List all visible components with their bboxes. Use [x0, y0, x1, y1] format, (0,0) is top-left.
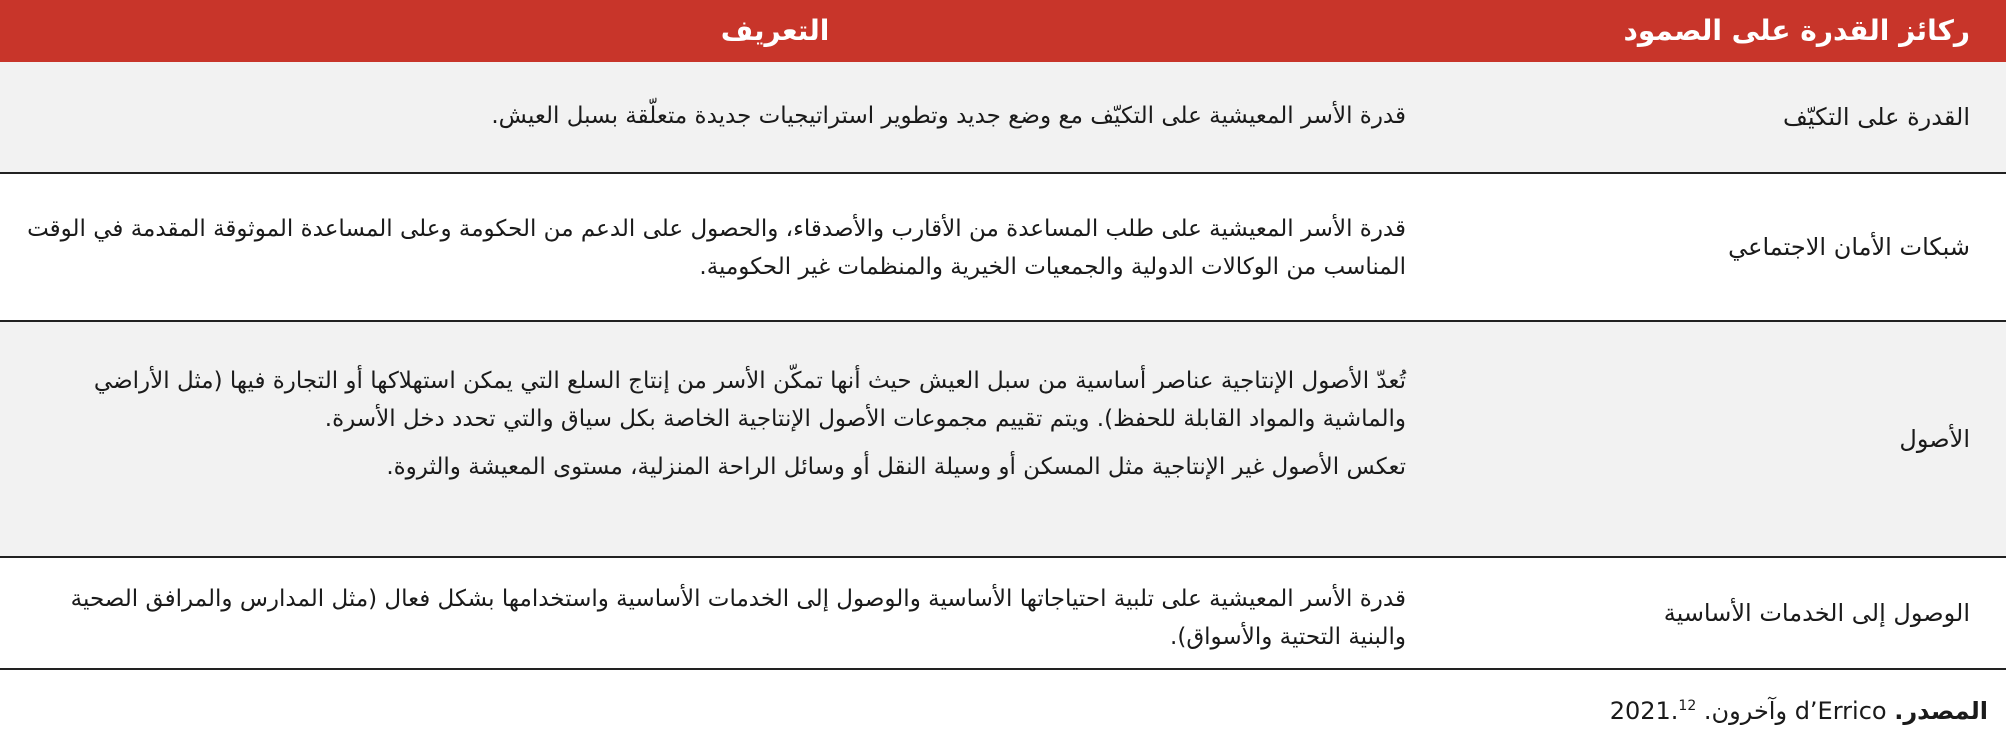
- pillar-cell: الأصول: [1899, 425, 1970, 453]
- source-note: [1610, 697, 1988, 725]
- definition-cell: [26, 580, 1406, 656]
- header-definition: التعريف: [720, 14, 830, 47]
- source-text: d’Errico وآخرون. 2021.: [1609, 697, 1887, 725]
- footnote-marker: 12: [1678, 698, 1697, 714]
- table-row: [0, 174, 2006, 322]
- pillar-cell: شبكات الأمان الاجتماعي: [1728, 233, 1970, 261]
- definition-text: تعكس الأصول غير الإنتاجية مثل المسكن أو وسيلة النقل أو وسائل الراحة المنزلية، مستوى المعيشة والثروة.: [386, 454, 1406, 480]
- table-row: [0, 62, 2006, 174]
- pillar-cell: القدرة على التكيّف: [1783, 103, 1970, 131]
- source-label: المصدر.: [1894, 697, 1988, 725]
- pillar-cell: الوصول إلى الخدمات الأساسية: [1663, 599, 1970, 627]
- definition-text: تُعدّ الأصول الإنتاجية عناصر أساسية من سبل العيش حيث أنها تمكّن الأسر من إنتاج السلع التي يمكن استهلاكها أو التجارة فيها (مثل الأراضي والماشية والمواد القابلة للحفظ). ويتم تقييم مجموعات الأصول الإنتاجية الخاصة بكل سياق والتي تحدد دخل الأسرة.: [93, 368, 1406, 432]
- definition-cell: [26, 97, 1406, 135]
- row-divider: [0, 668, 2006, 670]
- definition-text: قدرة الأسر المعيشية على تلبية احتياجاتها الأساسية والوصول إلى الخدمات الأساسية واستخدامها بشكل فعال (مثل المدارس والمرافق الصحية والبنية التحتية والأسواق).: [70, 586, 1406, 650]
- definition-text: قدرة الأسر المعيشية على التكيّف مع وضع جديد وتطوير استراتيجيات جديدة متعلّقة بسبل العيش.: [491, 103, 1406, 129]
- definition-text: قدرة الأسر المعيشية على طلب المساعدة من الأقارب والأصدقاء، والحصول على الدعم من الحكومة وعلى المساعدة الموثوقة المقدمة في الوقت المناسب من الوكالات الدولية والجمعيات الخيرية والمنظمات غير الحكومية.: [27, 216, 1406, 280]
- table-header: [0, 0, 2006, 62]
- table-row: [0, 322, 2006, 558]
- header-pillar: ركائز القدرة على الصمود: [1623, 14, 1970, 47]
- definition-cell: [26, 210, 1406, 286]
- definition-cell: [26, 362, 1406, 486]
- table-row: [0, 558, 2006, 670]
